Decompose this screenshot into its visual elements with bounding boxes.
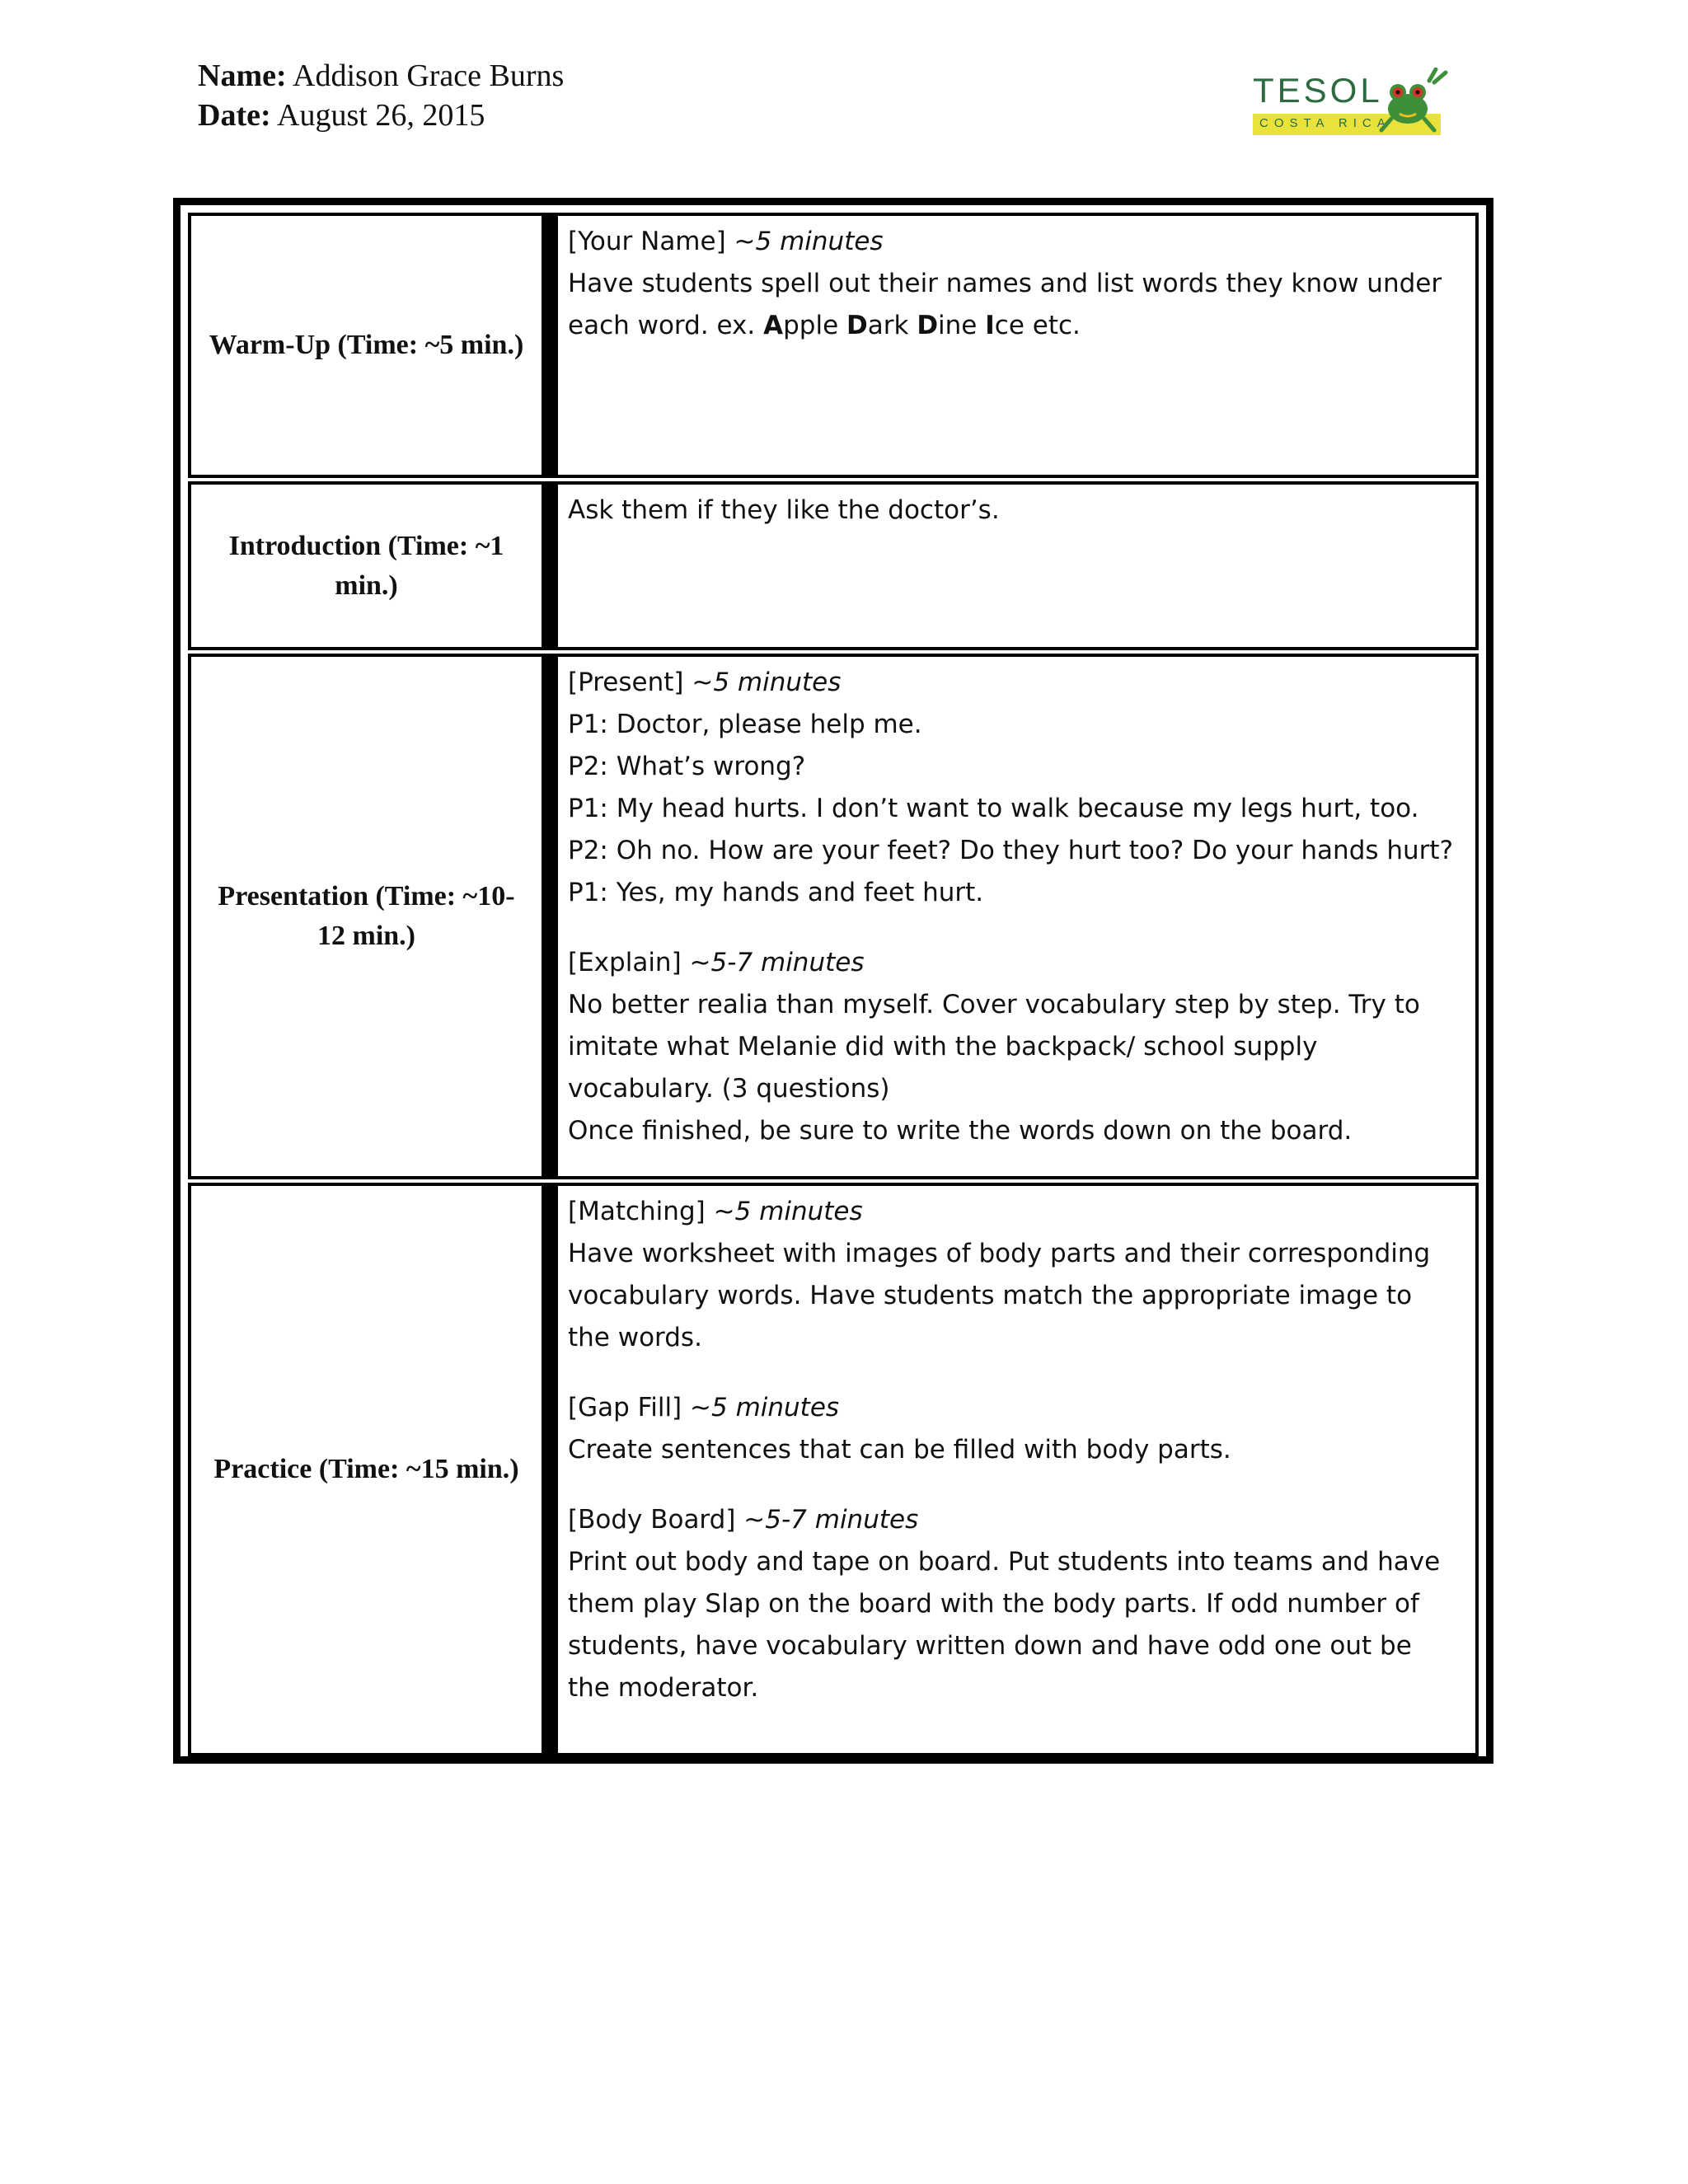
section-label-presentation: Presentation (Time: ~10-12 min.) <box>188 654 545 1179</box>
name-label: Name: <box>198 59 287 93</box>
dialogue-line: P1: Doctor, please help me. <box>568 710 922 739</box>
activity-time: ~5 minutes <box>734 227 884 256</box>
section-content-warm-up <box>555 213 1479 478</box>
dialogue-line: P1: My head hurts. I don’t want to walk because my legs hurt, too. <box>568 794 1419 823</box>
paragraph-gap <box>568 1471 1461 1499</box>
activity-time: ~5 minutes <box>713 1197 863 1226</box>
activity-title: [Gap Fill] <box>568 1393 682 1422</box>
warm-up-text: Have students spell out their names and list words they know under each word. ex. <box>568 269 1442 340</box>
paragraph-gap <box>568 1359 1461 1387</box>
activity-time: ~5-7 minutes <box>743 1505 919 1535</box>
activity-title: [Your Name] <box>568 227 726 256</box>
name-value: Addison Grace Burns <box>293 59 565 93</box>
activity-heading <box>568 1499 1461 1541</box>
column-divider <box>545 1183 555 1756</box>
activity-description: Print out body and tape on board. Put students into teams and have them play Slap on the board with the body parts. If odd number of students, have vocabulary written down and have odd one out be the moderator. <box>568 1547 1441 1703</box>
section-label-practice: Practice (Time: ~15 min.) <box>188 1183 545 1756</box>
activity-title: [Present] <box>568 668 684 697</box>
section-content-practice <box>555 1183 1479 1756</box>
column-divider <box>545 213 555 478</box>
activity-description <box>568 263 1461 347</box>
example-initial: D <box>846 311 868 340</box>
example-initial: D <box>917 311 939 340</box>
date-line <box>198 96 564 135</box>
activity-time: ~5 minutes <box>692 668 842 697</box>
activity-title: [Body Board] <box>568 1505 736 1535</box>
section-label-introduction: Introduction (Time: ~1 min.) <box>188 481 545 650</box>
example-rest: ark <box>867 311 909 340</box>
frog-icon <box>1375 68 1449 137</box>
logo-word: TESOL <box>1253 71 1383 110</box>
column-divider <box>545 481 555 650</box>
table-row-warm-up <box>188 213 1479 478</box>
activity-description: Create sentences that can be filled with body parts. <box>568 1435 1231 1465</box>
example-rest: ce etc. <box>994 311 1081 340</box>
dialogue-line: P2: Oh no. How are your feet? Do they hurt too? Do your hands hurt? <box>568 836 1454 865</box>
activity-description: No better realia than myself. Cover vocabulary step by step. Try to imitate what Melanie did with the backpack/ school supply vocabulary. (3 questions) <box>568 990 1420 1104</box>
activity-title: [Matching] <box>568 1197 706 1226</box>
activity-heading <box>568 1387 1461 1429</box>
activity-title: [Explain] <box>568 948 682 977</box>
dialogue-line: P1: Yes, my hands and feet hurt. <box>568 878 984 907</box>
lesson-plan-table <box>173 198 1493 1764</box>
activity-time: ~5-7 minutes <box>689 948 865 977</box>
dialogue-line: P2: What’s wrong? <box>568 752 806 781</box>
table-row-practice <box>188 1183 1479 1756</box>
activity-heading <box>568 942 1461 984</box>
activity-heading <box>568 1191 1461 1233</box>
document-header <box>198 56 564 135</box>
section-content-presentation <box>555 654 1479 1179</box>
section-label-warm-up: Warm-Up (Time: ~5 min.) <box>188 213 545 478</box>
column-divider <box>545 654 555 1179</box>
table-row-introduction <box>188 481 1479 650</box>
example-initial: A <box>763 311 784 340</box>
activity-time: ~5 minutes <box>690 1393 840 1422</box>
paragraph-gap <box>568 914 1461 942</box>
date-label: Date: <box>198 98 271 133</box>
example-rest: ine <box>938 311 978 340</box>
name-line <box>198 56 564 96</box>
activity-description: Have worksheet with images of body parts and their corresponding vocabulary words. Have students match the appropriate image to the words. <box>568 1239 1431 1352</box>
example-rest: pple <box>783 311 839 340</box>
example-initial: I <box>985 311 995 340</box>
table-row-presentation <box>188 654 1479 1179</box>
logo-subtitle: COSTA RICA <box>1259 116 1391 130</box>
activity-heading <box>568 221 1461 263</box>
introduction-text: Ask them if they like the doctor’s. <box>568 495 1000 525</box>
tesol-logo <box>1253 71 1451 140</box>
section-content-introduction <box>555 481 1479 650</box>
date-value: August 26, 2015 <box>277 98 485 133</box>
activity-heading <box>568 662 1461 704</box>
activity-description: Once finished, be sure to write the words down on the board. <box>568 1116 1353 1146</box>
